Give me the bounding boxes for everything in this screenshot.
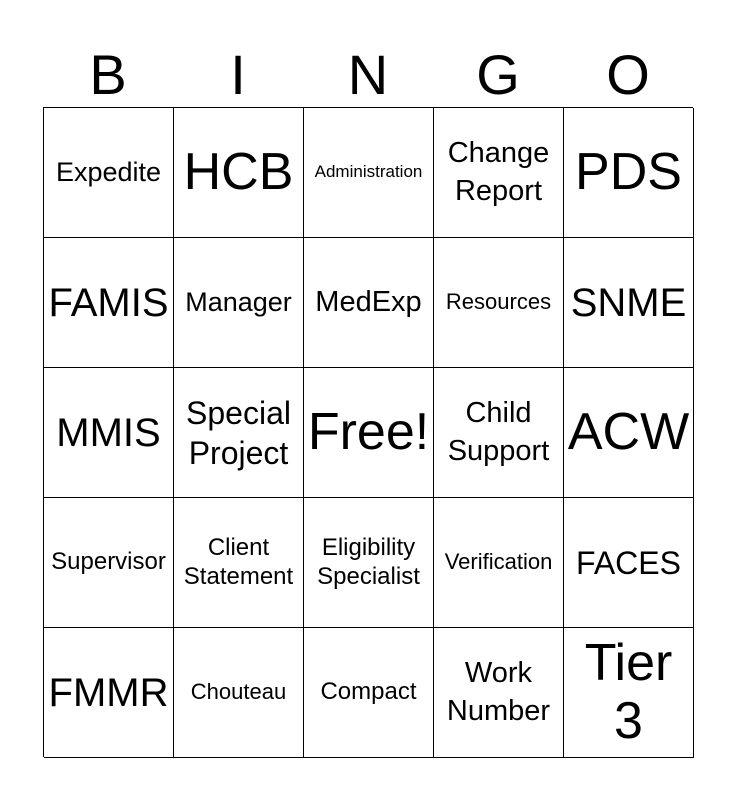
bingo-cell-text: Manager bbox=[185, 286, 292, 317]
bingo-cell-r3-c2[interactable] bbox=[174, 368, 304, 498]
header-letter-i: I bbox=[230, 43, 246, 106]
bingo-cell-r4-c5[interactable] bbox=[564, 498, 694, 628]
bingo-cell-r5-c5[interactable] bbox=[564, 628, 694, 758]
bingo-cell-text: Child Support bbox=[447, 396, 550, 467]
bingo-cell-text: PDS bbox=[575, 142, 682, 201]
bingo-cell-text: Supervisor bbox=[51, 548, 166, 576]
bingo-cell-r4-c1[interactable] bbox=[44, 498, 174, 628]
bingo-cell-r2-c2[interactable] bbox=[174, 238, 304, 368]
bingo-cell-text: Resources bbox=[445, 289, 552, 315]
bingo-cell-r4-c2[interactable] bbox=[174, 498, 304, 628]
bingo-cell-text: SNME bbox=[570, 280, 687, 325]
bingo-cell-r4-c3[interactable] bbox=[304, 498, 434, 628]
header-letter-o: O bbox=[606, 43, 650, 106]
bingo-header bbox=[43, 42, 693, 108]
bingo-cell-text: Special Project bbox=[186, 394, 291, 471]
bingo-cell-r1-c3[interactable] bbox=[304, 108, 434, 238]
bingo-cell-free[interactable] bbox=[304, 368, 434, 498]
bingo-cell-text: Verification bbox=[444, 549, 553, 575]
bingo-cell-r4-c4[interactable] bbox=[434, 498, 564, 628]
bingo-cell-text: Eligibility Specialist bbox=[317, 534, 420, 590]
bingo-cell-r5-c1[interactable] bbox=[44, 628, 174, 758]
bingo-cell-r1-c4[interactable] bbox=[434, 108, 564, 238]
bingo-cell-text: FMMR bbox=[48, 670, 169, 715]
bingo-cell-text: Change Report bbox=[447, 136, 550, 207]
bingo-cell-r2-c3[interactable] bbox=[304, 238, 434, 368]
bingo-cell-text: MMIS bbox=[56, 410, 161, 455]
bingo-cell-r3-c4[interactable] bbox=[434, 368, 564, 498]
bingo-cell-r5-c3[interactable] bbox=[304, 628, 434, 758]
bingo-cell-text: HCB bbox=[183, 142, 294, 201]
bingo-cell-text: Client Statement bbox=[183, 534, 294, 590]
bingo-cell-r3-c5[interactable] bbox=[564, 368, 694, 498]
header-letter-n: N bbox=[347, 43, 389, 106]
bingo-cell-text: Work Number bbox=[446, 656, 551, 727]
header-letter-b: B bbox=[89, 43, 127, 106]
bingo-cell-r3-c1[interactable] bbox=[44, 368, 174, 498]
bingo-cell-r2-c4[interactable] bbox=[434, 238, 564, 368]
bingo-cell-text: Chouteau bbox=[190, 679, 287, 705]
bingo-cell-text: FAMIS bbox=[48, 280, 169, 325]
bingo-cell-text: ACW bbox=[567, 402, 690, 461]
bingo-cell-text: Tier 3 bbox=[584, 634, 673, 750]
bingo-cell-r2-c5[interactable] bbox=[564, 238, 694, 368]
bingo-grid bbox=[43, 107, 693, 757]
bingo-cell-text: Free! bbox=[307, 402, 430, 461]
bingo-cell-text: FACES bbox=[576, 544, 681, 581]
bingo-cell-text: Compact bbox=[320, 678, 417, 706]
bingo-cell-r2-c1[interactable] bbox=[44, 238, 174, 368]
bingo-cell-text: MedExp bbox=[315, 285, 422, 318]
bingo-cell-r1-c2[interactable] bbox=[174, 108, 304, 238]
bingo-cell-r1-c1[interactable] bbox=[44, 108, 174, 238]
bingo-cell-r5-c4[interactable] bbox=[434, 628, 564, 758]
bingo-cell-text: Administration bbox=[314, 162, 423, 182]
bingo-cell-text: Expedite bbox=[55, 156, 162, 187]
bingo-cell-r1-c5[interactable] bbox=[564, 108, 694, 238]
header-letter-g: G bbox=[476, 43, 520, 106]
bingo-cell-r5-c2[interactable] bbox=[174, 628, 304, 758]
